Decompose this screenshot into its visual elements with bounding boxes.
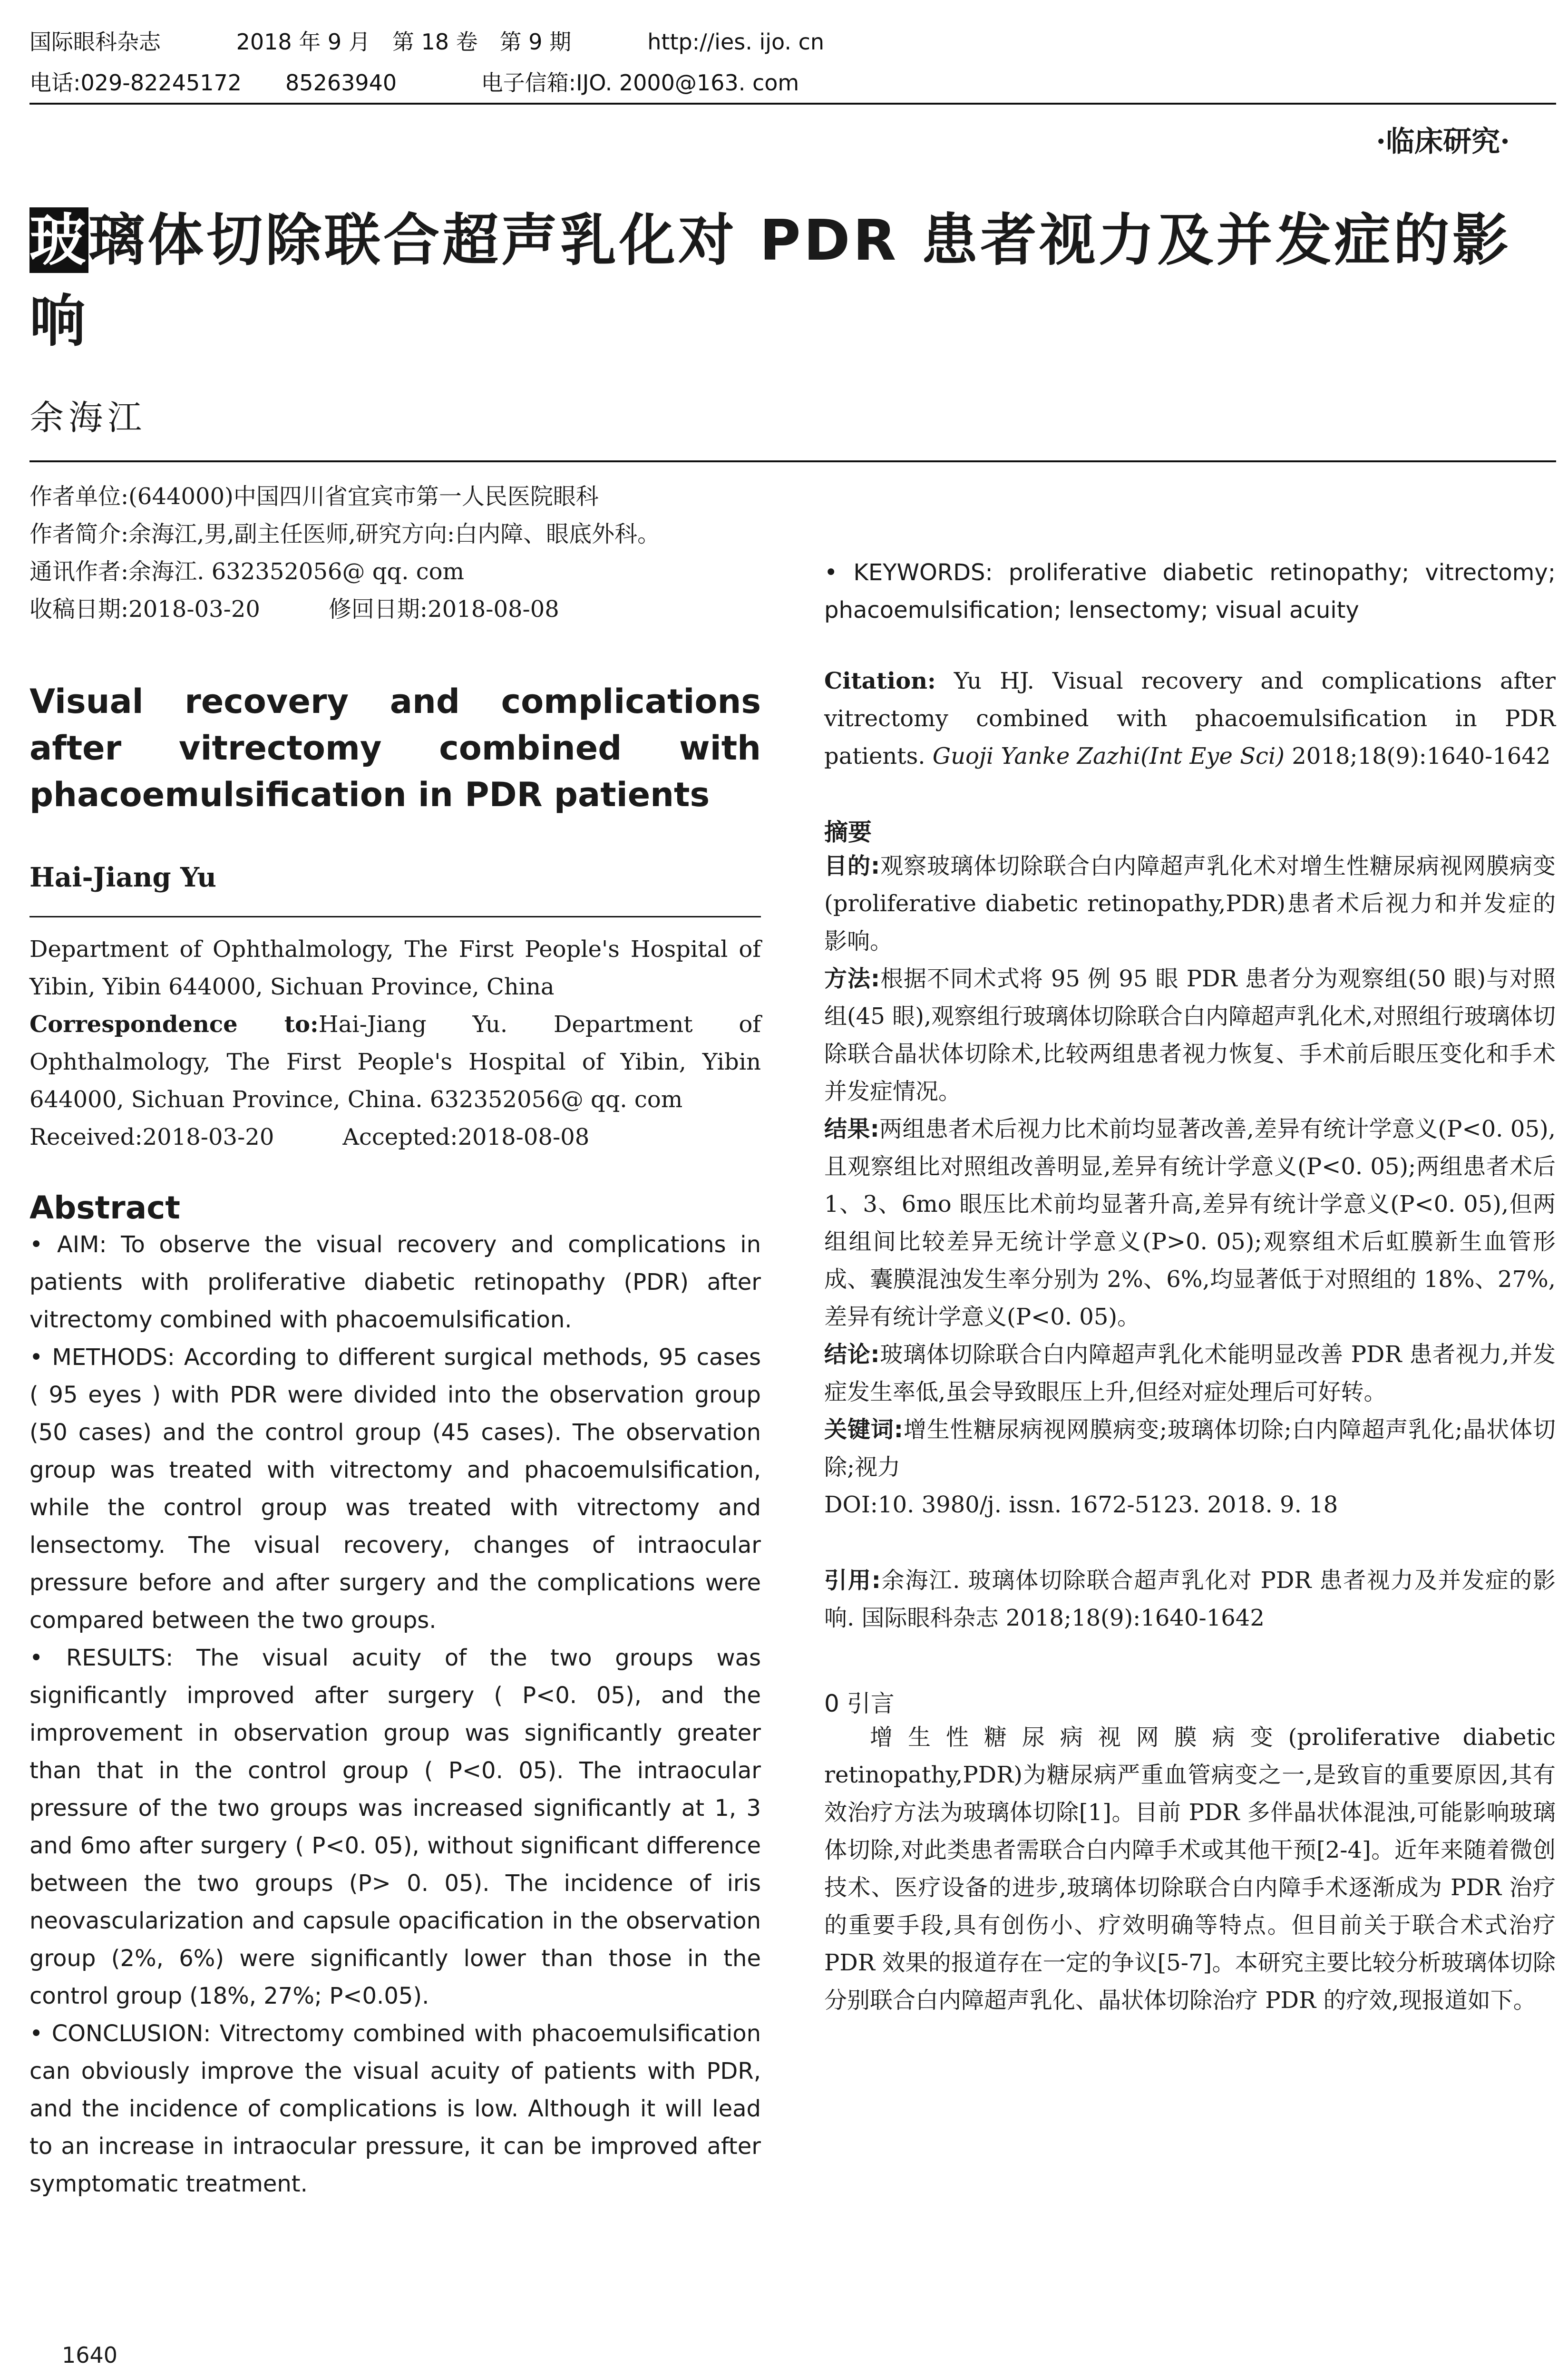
cn-abstract-aim <box>824 848 1556 960</box>
correspondence-en <box>29 1006 761 1119</box>
right-column <box>824 478 1556 2019</box>
doi[interactable]: DOI:10. 3980/j. issn. 1672-5123. 2018. 9. 18 <box>824 1491 1338 1518</box>
abstract-body-en <box>29 1226 761 2203</box>
cn-methods-label: 方法: <box>824 965 880 992</box>
left-column <box>29 478 761 2203</box>
journal-header-line-2 <box>29 66 799 97</box>
cn-methods-text: 根据不同术式将 95 例 95 眼 PDR 患者分为观察组(50 眼)与对照组(45 眼),观察组行玻璃体切除联合白内障超声乳化术,对照组行玻璃体切除联合晶状体切除术,比较两组患者视力恢复、手术前后眼压变化和手术并发症情况。 <box>824 965 1556 1105</box>
title-rest: 璃体切除联合超声乳化对 PDR 患者视力及并发症的影响 <box>29 207 1511 354</box>
abstract-keywords: • KEYWORDS: proliferative diabetic retinopathy; vitrectomy; phacoemulsification; lensectomy; visual acuity <box>824 559 1556 623</box>
cn-keywords-label: 关键词: <box>824 1416 903 1443</box>
cn-abstract-conclusion <box>824 1336 1556 1411</box>
issue-info: 2018 年 9 月 第 18 卷 第 9 期 <box>236 29 572 55</box>
affiliation-en: Department of Ophthalmology, The First People's Hospital of Yibin, Yibin 644000, Sichuan Province, China <box>29 936 761 1000</box>
intro-heading: 0 引言 <box>824 1690 895 1717</box>
affiliation-cn: 作者单位:(644000)中国四川省宜宾市第一人民医院眼科 <box>29 483 599 510</box>
corresponding-author-cn: 通讯作者:余海江. 632352056@ qq. com <box>29 558 465 585</box>
cn-abstract-heading: 摘要 <box>824 818 872 846</box>
citation-text: Yu HJ. Visual recovery and complications after vitrectomy combined with phacoemulsification in PDR patients. <box>824 668 1556 770</box>
author-en: Hai-Jiang Yu <box>29 862 216 893</box>
correspondence-text: Hai-Jiang Yu. Department of Ophthalmology, The First People's Hospital of Yibin, Yibin 644000, Sichuan Province, China. 632352056@ qq. com <box>29 1011 761 1113</box>
author-bio-cn: 作者简介:余海江,男,副主任医师,研究方向:白内障、眼底外科。 <box>29 521 661 547</box>
page-number: 1640 <box>62 2342 118 2368</box>
abstract-conclusion: • CONCLUSION: Vitrectomy combined with phacoemulsification can obviously improve the visual acuity of patients with PDR, and the incidence of complications is low. Although it will lead to an increase in intraocular pressure, it can be improved after symptomatic treatment. <box>29 2020 761 2197</box>
author-cn: 余海江 <box>29 398 147 438</box>
abstract-results: • RESULTS: The visual acuity of the two groups was significantly improved after surgery ( P<0. 05), and the improvement in observation group was significantly greater than that in the control group ( P<0. 05). The intraocular pressure of the two groups was increased significantly at 1, 3 and 6mo after surgery ( P<0. 05), without significant difference between the two groups (P> 0. 05). The incidence of iris neovascularization and capsule opacification in the observation group (2%, 6%) were significantly lower than those in the control group (18%, 27%; P<0.05). <box>29 1645 761 2009</box>
cite-cn-text: 余海江. 玻璃体切除联合超声乳化对 PDR 患者视力及并发症的影响. 国际眼科杂志 2018;18(9):1640-1642 <box>824 1567 1556 1631</box>
journal-name: 国际眼科杂志 <box>29 29 161 55</box>
phone-info: 电话:029-82245172 85263940 <box>29 70 397 96</box>
cn-results-label: 结果: <box>824 1116 879 1142</box>
article-title-en: Visual recovery and complications after vitrectomy combined with phacoemulsification in PDR patients <box>29 682 761 814</box>
dates-cn: 收稿日期:2018-03-20 修回日期:2018-08-08 <box>29 596 559 623</box>
header-rule <box>29 103 1556 105</box>
citation-cn <box>824 1562 1556 1637</box>
abstract-heading: Abstract <box>29 1189 180 1226</box>
cn-results-text: 两组患者术后视力比术前均显著改善,差异有统计学意义(P<0. 05),且观察组比对照组改善明显,差异有统计学意义(P<0. 05);两组患者术后 1、3、6mo 眼压比术前均显著升高,差异有统计学意义(P<0. 05),但两组组间比较差异无统计学意义(P>0. 05);观察组术后虹膜新生血管形成、囊膜混浊发生率分别为 2%、6%,均显著低于对照组的 18%、27%,差异有统计学意义(P<0. 05)。 <box>824 1116 1556 1330</box>
citation-tail: 2018;18(9):1640-1642 <box>1292 743 1551 770</box>
citation-journal: Guoji Yanke Zazhi(Int Eye Sci) <box>932 743 1285 770</box>
cn-keywords-text: 增生性糖尿病视网膜病变;玻璃体切除;白内障超声乳化;晶状体切除;视力 <box>824 1416 1556 1481</box>
author-info-cn <box>29 478 761 628</box>
cn-conclusion-label: 结论: <box>824 1341 880 1368</box>
author-rule-en <box>29 916 761 917</box>
abstract-aim: • AIM: To observe the visual recovery and complications in patients with proliferative diabetic retinopathy (PDR) after vitrectomy combined with phacoemulsification. <box>29 1231 761 1333</box>
cn-aim-label: 目的: <box>824 853 880 879</box>
cite-cn-label: 引用: <box>824 1567 881 1594</box>
cn-conclusion-text: 玻璃体切除联合白内障超声乳化术能明显改善 PDR 患者视力,并发症发生率低,虽会导致眼压上升,但经对症处理后可好转。 <box>824 1341 1556 1405</box>
section-tag: ·临床研究· <box>1376 125 1510 158</box>
journal-header-line-1 <box>29 25 824 56</box>
title-first-char: 玻 <box>29 207 89 273</box>
article-title-cn <box>29 200 1561 361</box>
journal-url[interactable]: http://ies. ijo. cn <box>647 29 825 55</box>
correspondence-label: Correspondence to: <box>29 1011 319 1038</box>
cn-aim-text: 观察玻璃体切除联合白内障超声乳化术对增生性糖尿病视网膜病变(proliferative diabetic retinopathy,PDR)患者术后视力和并发症的影响。 <box>824 853 1556 955</box>
title-rule <box>29 460 1556 462</box>
abstract-methods: • METHODS: According to different surgical methods, 95 cases ( 95 eyes ) with PDR were divided into the observation group (50 cases) and the control group (45 cases). The observation group was treated with vitrectomy and phacoemulsification, while the control group was treated with vitrectomy and lensectomy. The visual recovery, changes of intraocular pressure before and after surgery and the complications were compared between the two groups. <box>29 1344 761 1634</box>
dates-en: Received:2018-03-20 Accepted:2018-08-08 <box>29 1124 590 1150</box>
cn-abstract-keywords <box>824 1411 1556 1486</box>
cn-abstract-body <box>824 848 1556 1524</box>
email-info[interactable]: 电子信箱:IJO. 2000@163. com <box>481 70 799 96</box>
intro-text: 增生性糖尿病视网膜病变(proliferative diabetic retinopathy,PDR)为糖尿病严重血管病变之一,是致盲的重要原因,其有效治疗方法为玻璃体切除[1]。目前 PDR 多伴晶状体混浊,可能影响玻璃体切除,对此类患者需联合白内障手术或其他干预[2-4]。近年来随着微创技术、医疗设备的进步,玻璃体切除联合白内障手术逐渐成为 PDR 治疗的重要手段,具有创伤小、疗效明确等特点。但目前关于联合术式治疗 PDR 效果的报道存在一定的争议[5-7]。本研究主要比较分析玻璃体切除分别联合白内障超声乳化、晶状体切除治疗 PDR 的疗效,现报道如下。 <box>824 1724 1556 2014</box>
citation-label: Citation: <box>824 668 936 694</box>
cn-abstract-methods <box>824 960 1556 1111</box>
citation-en <box>824 662 1556 775</box>
affiliation-block-en <box>29 931 761 1156</box>
cn-abstract-results <box>824 1111 1556 1336</box>
